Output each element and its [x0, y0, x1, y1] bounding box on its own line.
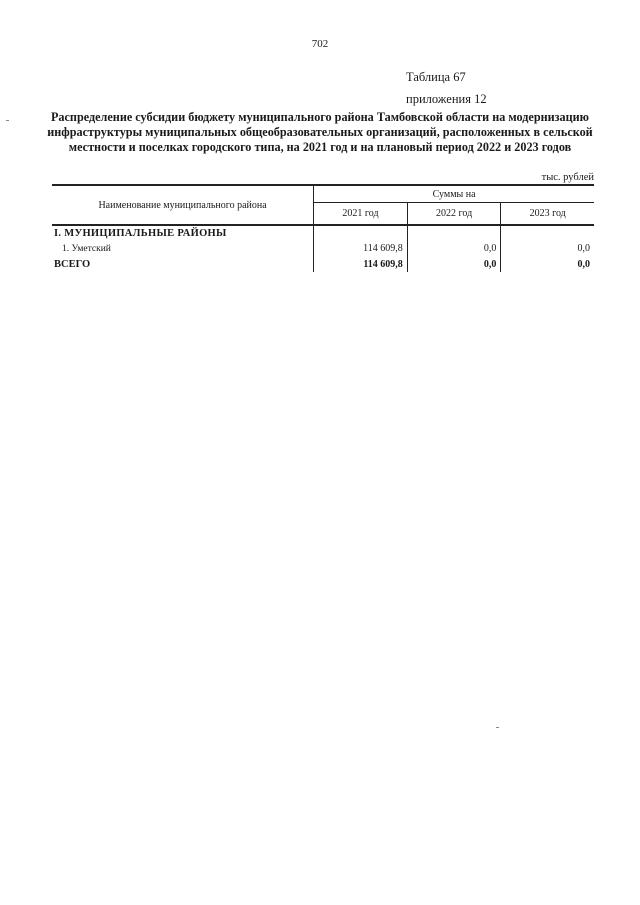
appendix-reference: приложения 12 — [406, 92, 487, 106]
subsidy-table — [52, 184, 594, 272]
section-cell — [501, 225, 594, 241]
column-header-year-2021: 2021 год — [314, 203, 408, 225]
section-label: I. МУНИЦИПАЛЬНЫЕ РАЙОНЫ — [54, 228, 227, 239]
page-number: 702 — [311, 38, 329, 50]
section-cell — [314, 225, 408, 241]
column-header-year-2022: 2022 год — [407, 203, 501, 225]
value-2023: 0,0 — [501, 241, 594, 256]
document-title: Распределение субсидии бюджету муниципального района Тамбовской области на модернизацию инфраструктуры муниципальных общеобразовательных организаций, расположенных в сельской местности и поселках городского типа, на 2021 год и на плановый период 2022 и 2023 годов — [47, 110, 593, 154]
value-2021: 114 609,8 — [314, 241, 408, 256]
column-header-year-2023: 2023 год — [501, 203, 594, 225]
total-label: ВСЕГО — [54, 258, 91, 270]
total-2021: 114 609,8 — [314, 256, 408, 272]
section-row — [52, 225, 594, 241]
column-header-sums: Суммы на — [314, 185, 594, 203]
units-label: тыс. рублей — [541, 172, 594, 183]
scan-speck — [496, 727, 499, 728]
district-name: 1. Уметский — [62, 243, 111, 254]
table-number: Таблица 67 — [406, 70, 466, 84]
section-cell — [407, 225, 501, 241]
value-2022: 0,0 — [407, 241, 501, 256]
total-row — [52, 256, 594, 272]
table-row — [52, 241, 594, 256]
total-2022: 0,0 — [407, 256, 501, 272]
scan-speck — [6, 120, 9, 121]
total-2023: 0,0 — [501, 256, 594, 272]
column-header-district: Наименование муниципального района — [52, 185, 314, 225]
